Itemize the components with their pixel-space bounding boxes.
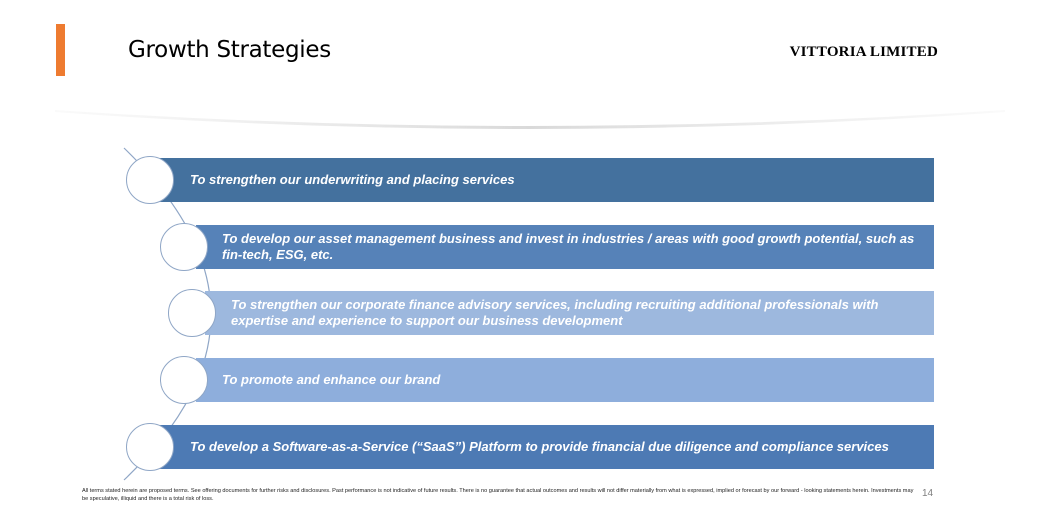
strategy-text: To develop a Software-as-a-Service (“SaaS”) Platform to provide financial due diligence and compliance services <box>190 439 889 454</box>
disclaimer-text: All terms stated herein are proposed terms. See offering documents for further risks and disclosures. Past performance is not indicative of future results. There is no guarantee that actual outcomes and results will not differ materially from what is expressed, implied or forecast by our forward - looking statements herein. Investments may be speculative, illiquid and there is a total risk of loss. <box>82 488 914 502</box>
strategy-item <box>150 425 934 469</box>
page-title: Growth Strategies <box>128 37 331 63</box>
bullet-circle-icon <box>126 156 174 204</box>
bullet-circle-icon <box>160 223 208 271</box>
strategy-item <box>150 158 934 202</box>
strategy-item <box>205 291 934 335</box>
bullet-circle-icon <box>160 356 208 404</box>
strategy-text: To develop our asset management business and invest in industries / areas with good growth potential, such as fin-tech, ESG, etc. <box>222 231 915 262</box>
strategy-item <box>196 225 934 269</box>
company-name: VITTORIA LIMITED <box>789 44 938 60</box>
strategy-text: To promote and enhance our brand <box>222 372 441 387</box>
strategy-item <box>196 358 934 402</box>
strategy-text: To strengthen our underwriting and placing services <box>190 172 515 187</box>
strategy-text: To strengthen our corporate finance advisory services, including recruiting additional professionals with expertise and experience to support our business development <box>231 297 879 328</box>
bullet-circle-icon <box>168 289 216 337</box>
bullet-circle-icon <box>126 423 174 471</box>
page-number: 14 <box>922 488 934 499</box>
